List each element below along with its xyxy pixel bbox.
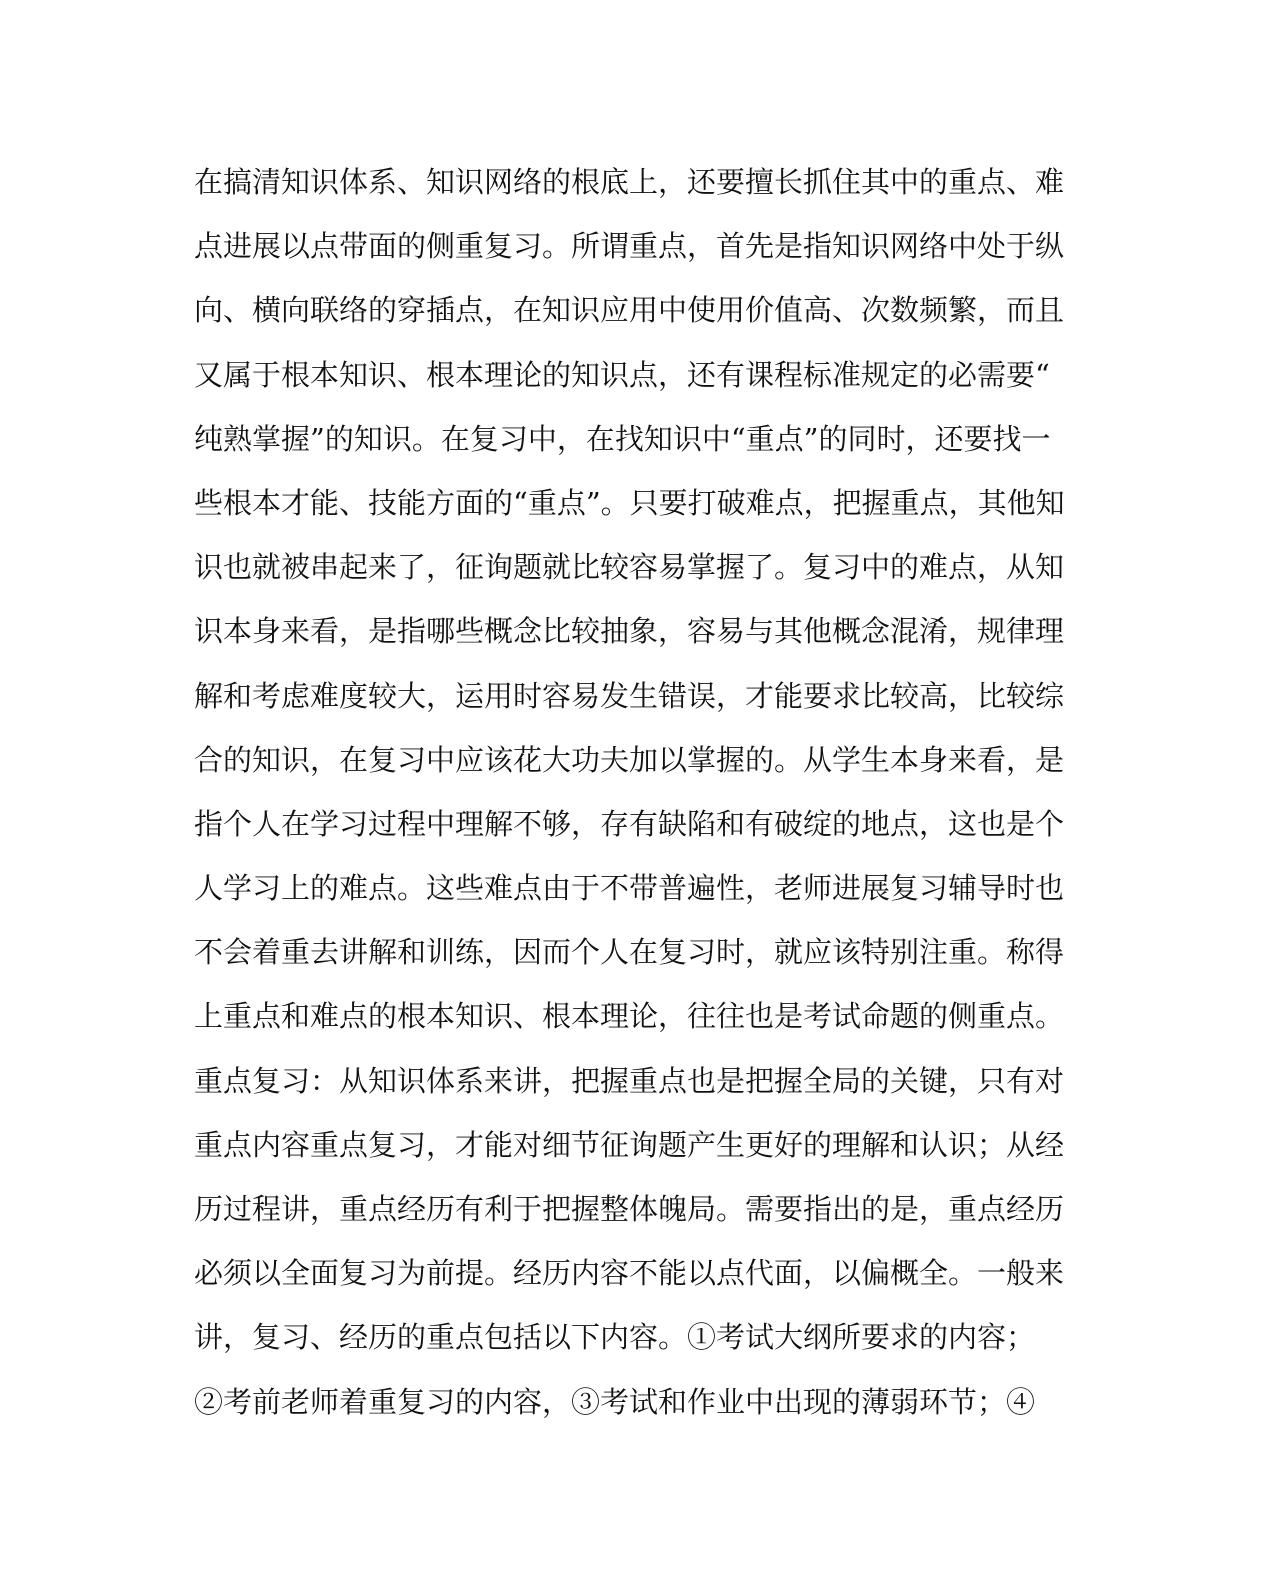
text-line: 不会着重去讲解和训练，因而个人在复习时，就应该特别注重。称得 (194, 935, 1065, 970)
text-line: 又属于根本知识、根本理论的知识点，还有课程标准规定的必需要“ (194, 357, 1050, 392)
text-line: 在搞清知识体系、知识网络的根底上，还要擅长抓住其中的重点、难 (194, 165, 1065, 199)
text-line: 重点内容重点复习，才能对细节征询题产生更好的理解和认识；从经 (194, 1127, 1065, 1162)
body-paragraph (194, 150, 1074, 1434)
text-line: 些根本才能、技能方面的“重点”。只要打破难点，把握重点，其他知 (194, 485, 1065, 520)
text-line: 历过程讲，重点经历有利于把握整体魄局。需要指出的是，重点经历 (194, 1192, 1065, 1226)
text-line: 必须以全面复习为前提。经历内容不能以点代面，以偏概全。一般来 (194, 1256, 1065, 1291)
text-line: 合的知识，在复习中应该花大功夫加以掌握的。从学生本身来看，是 (194, 742, 1065, 777)
text-line: 纯熟掌握”的知识。在复习中，在找知识中“重点”的同时，还要找一 (194, 421, 1051, 456)
text-line: 重点复习：从知识体系来讲，把握重点也是把握全局的关键，只有对 (194, 1063, 1065, 1098)
text-line: 解和考虑难度较大，运用时容易发生错误，才能要求比较高，比较综 (194, 678, 1065, 713)
text-line: 识本身来看，是指哪些概念比较抽象，容易与其他概念混淆，规律理 (194, 614, 1065, 649)
text-line: ②考前老师着重复习的内容，③考试和作业中出现的薄弱环节；④ (194, 1384, 1036, 1419)
text-line: 人学习上的难点。这些难点由于不带普遍性，老师进展复习辅导时也 (194, 871, 1065, 906)
text-line: 上重点和难点的根本知识、根本理论，往往也是考试命题的侧重点。 (194, 999, 1065, 1034)
text-line: 向、横向联络的穿插点，在知识应用中使用价值高、次数频繁，而且 (194, 293, 1065, 328)
text-line: 点进展以点带面的侧重复习。所谓重点，首先是指知识网络中处于纵 (194, 229, 1065, 264)
text-line: 指个人在学习过程中理解不够，存有缺陷和有破绽的地点，这也是个 (194, 806, 1065, 841)
text-line: 识也就被串起来了，征询题就比较容易掌握了。复习中的难点，从知 (194, 550, 1065, 585)
text-line: 讲，复习、经历的重点包括以下内容。①考试大纲所要求的内容； (194, 1320, 1036, 1355)
